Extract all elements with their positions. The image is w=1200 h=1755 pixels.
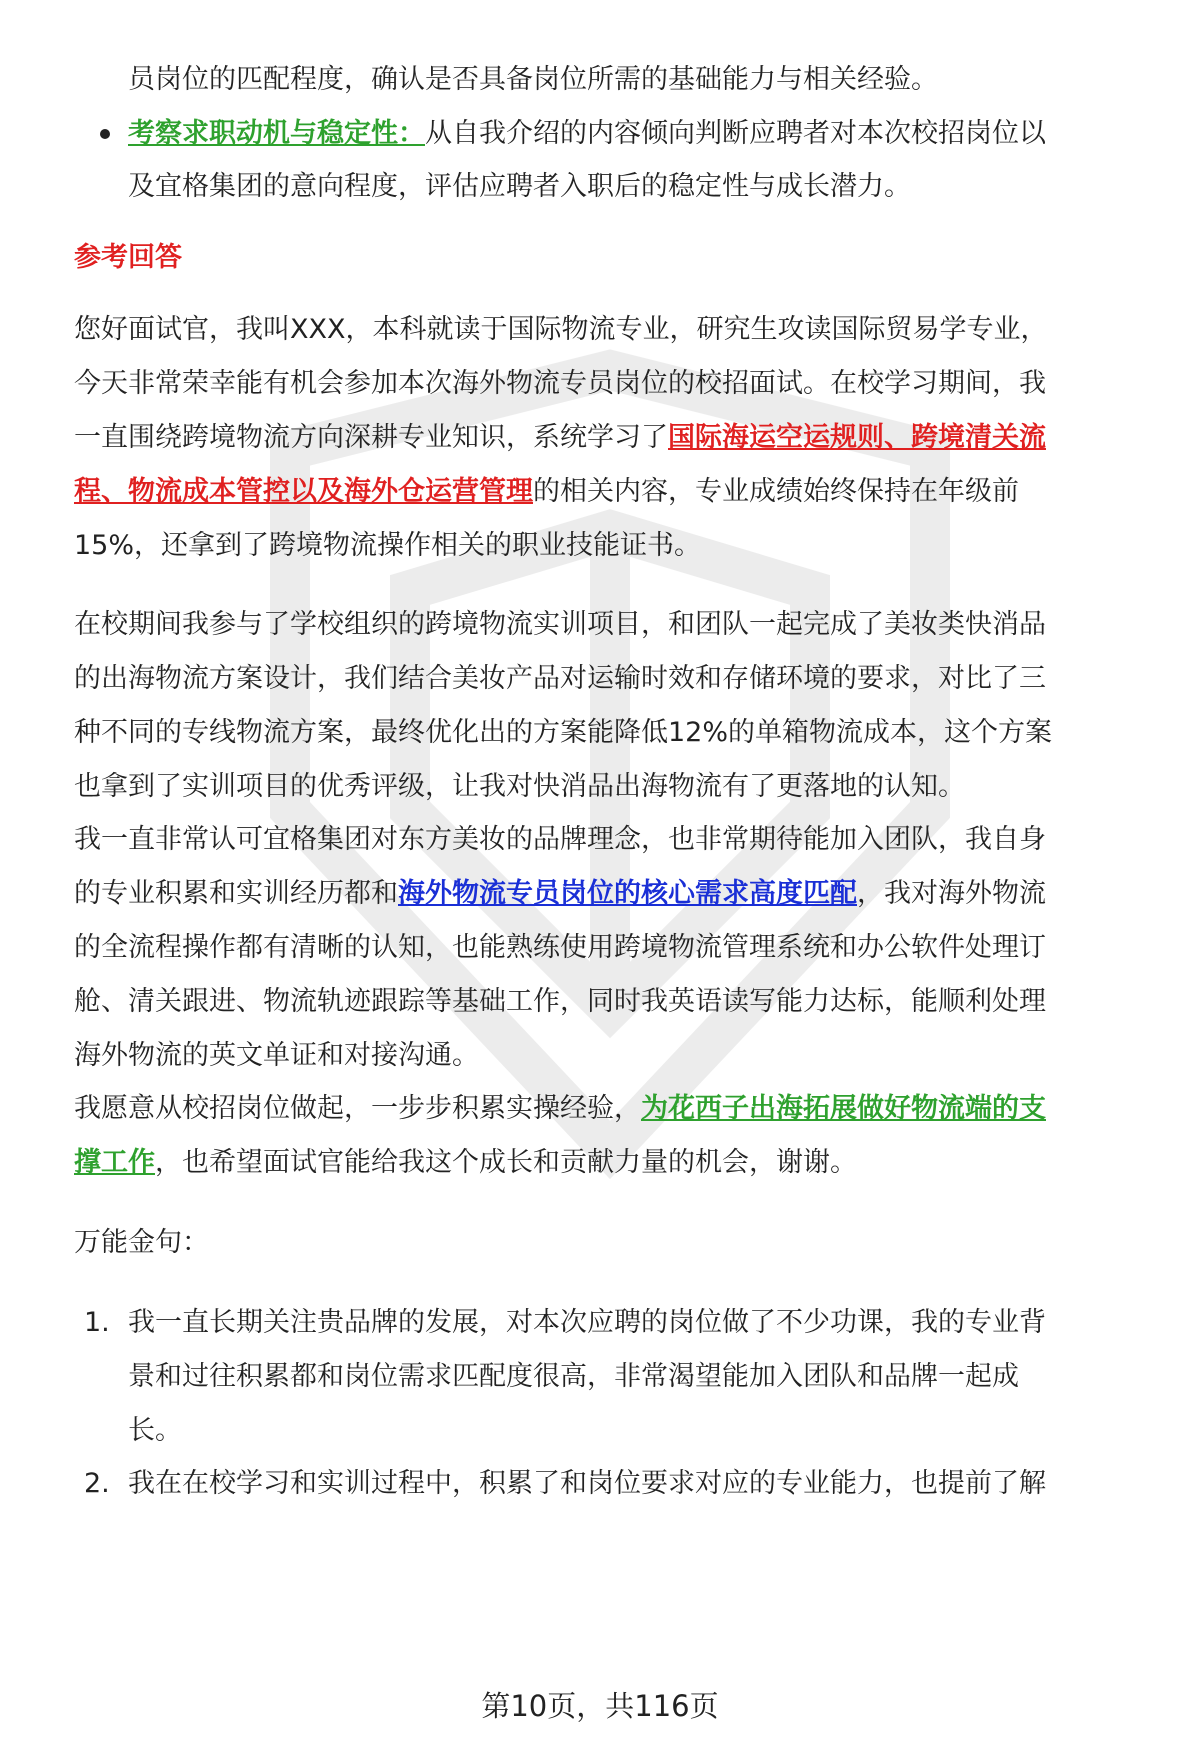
answer-p3-line2 (74, 876, 1149, 912)
answer-p4-line1 (74, 1091, 1149, 1127)
highlight-red: 国际海运空运规则、跨境清关流 (668, 422, 1046, 453)
highlight-red-cont: 程、物流成本管控以及海外仓运营管理 (74, 476, 533, 507)
golden-item1-line2: 景和过往积累都和岗位需求匹配度很高，非常渴望能加入团队和品牌一起成 (128, 1361, 1019, 1392)
answer-p4-line1-text: 我愿意从校招岗位做起，一步步积累实操经验， (74, 1093, 641, 1124)
golden-item1-line1: 我一直长期关注贵品牌的发展，对本次应聘的岗位做了不少功课，我的专业背 (128, 1307, 1046, 1338)
answer-p1-line2: 今天非常荣幸能有机会参加本次海外物流专员岗位的校招面试。在校学习期间，我 (74, 368, 1046, 399)
answer-p1-line5: 15%，还拿到了跨境物流操作相关的职业技能证书。 (74, 530, 702, 561)
answer-p3-line4: 舱、清关跟进、物流轨迹跟踪等基础工作，同时我英语读写能力达标，能顺利处理 (74, 986, 1046, 1017)
answer-p2-line2: 的出海物流方案设计，我们结合美妆产品对运输时效和存储环境的要求，对比了三 (74, 663, 1046, 694)
answer-p2-line1: 在校期间我参与了学校组织的跨境物流实训项目，和团队一起完成了美妆类快消品 (74, 609, 1046, 640)
answer-p3-line2-text: 的专业积累和实训经历都和 (74, 878, 398, 909)
answer-p4-line2-text: ，也希望面试官能给我这个成长和贡献力量的机会，谢谢。 (155, 1147, 857, 1178)
answer-p3-line5: 海外物流的英文单证和对接沟通。 (74, 1040, 479, 1071)
list-number: 1. (84, 1307, 110, 1338)
answer-p3-line1: 我一直非常认可宜格集团对东方美妆的品牌理念，也非常期待能加入团队，我自身 (74, 824, 1046, 855)
golden-title: 万能金句： (74, 1227, 209, 1258)
bullet-motivation-text: 从自我介绍的内容倾向判断应聘者对本次校招岗位以 (425, 118, 1046, 149)
answer-p1-line1: 您好面试官，我叫XXX，本科就读于国际物流专业，研究生攻读国际贸易学专业， (74, 314, 1048, 345)
bullet-continuation: 员岗位的匹配程度，确认是否具备岗位所需的基础能力与相关经验。 (128, 64, 938, 95)
answer-title: 参考回答 (74, 242, 182, 273)
bullet-motivation (128, 116, 1148, 152)
bullet-dot (100, 129, 110, 139)
answer-p1-line3-text: 一直围绕跨境物流方向深耕专业知识，系统学习了 (74, 422, 668, 453)
answer-p4-line2 (74, 1145, 1149, 1181)
bullet-motivation-label: 考察求职动机与稳定性： (128, 118, 425, 149)
answer-p2-line3: 种不同的专线物流方案，最终优化出的方案能降低12%的单箱物流成本，这个方案 (74, 717, 1053, 748)
answer-p1-line3 (74, 420, 1149, 456)
golden-item1-line3: 长。 (128, 1415, 182, 1446)
answer-p1-line4 (74, 474, 1149, 510)
highlight-blue: 海外物流专员岗位的核心需求高度匹配 (398, 878, 857, 909)
list-number: 2. (84, 1468, 110, 1499)
answer-p3-line3: 的全流程操作都有清晰的认知，也能熟练使用跨境物流管理系统和办公软件处理订 (74, 932, 1046, 963)
page-number: 第10页，共116页 (481, 1689, 719, 1723)
golden-item2-line1: 我在在校学习和实训过程中，积累了和岗位要求对应的专业能力，也提前了解 (128, 1468, 1046, 1499)
answer-p3-line2-tail: ，我对海外物流 (857, 878, 1046, 909)
answer-p1-line4-text: 的相关内容，专业成绩始终保持在年级前 (533, 476, 1019, 507)
answer-p2-line4: 也拿到了实训项目的优秀评级，让我对快消品出海物流有了更落地的认知。 (74, 771, 965, 802)
highlight-green: 为花西子出海拓展做好物流端的支 (641, 1093, 1046, 1124)
bullet-motivation-line2: 及宜格集团的意向程度，评估应聘者入职后的稳定性与成长潜力。 (128, 171, 911, 202)
highlight-green-cont: 撑工作 (74, 1147, 155, 1178)
